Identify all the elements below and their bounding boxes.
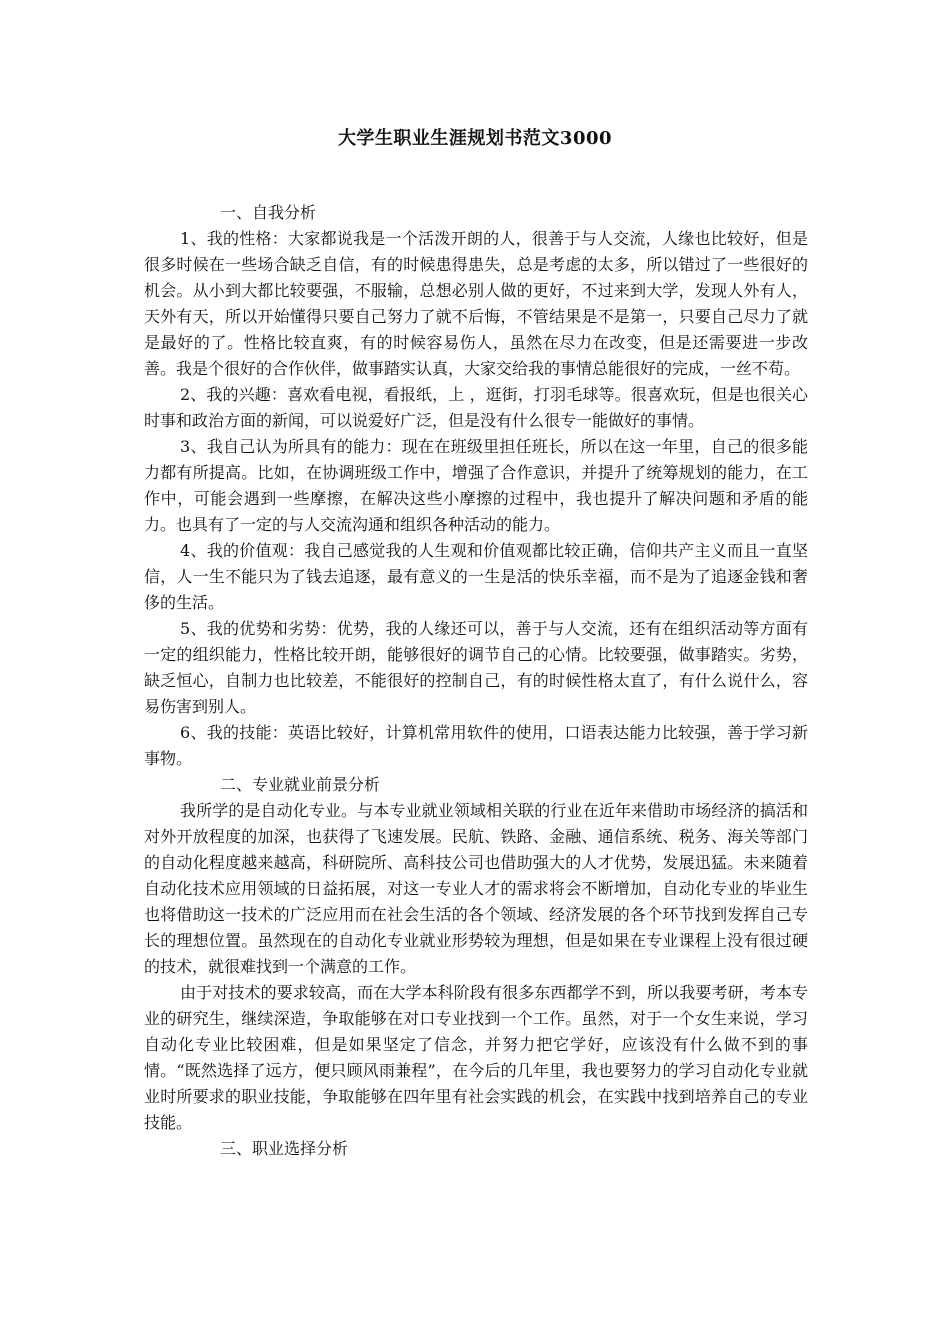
paragraph: 2、我的兴趣：喜欢看电视，看报纸，上 ，逛街，打羽毛球等。很喜欢玩，但是也很关心时事和政治方面的新闻，可以说爱好广泛，但是没有什么很专一能做好的事情。 xyxy=(144,385,808,430)
document-title: 大学生职业生涯规划书范文3000 xyxy=(337,128,613,149)
paragraph: 6、我的技能：英语比较好，计算机常用软件的使用，口语表达能力比较强，善于学习新事物。 xyxy=(144,723,808,768)
paragraph: 3、我自己认为所具有的能力：现在在班级里担任班长，所以在这一年里，自己的很多能力都有所提高。比如，在协调班级工作中，增强了合作意识，并提升了统筹规划的能力，在工作中，可能会遇到一些摩擦，在解决这些小摩擦的过程中，我也提升了解决问题和矛盾的能力。也具有了一定的与人交流沟通和组织各种活动的能力。 xyxy=(144,437,808,534)
section-heading: 一、自我分析 xyxy=(220,203,317,222)
paragraph: 4、我的价值观：我自己感觉我的人生观和价值观都比较正确，信仰共产主义而且一直坚信，人一生不能只为了钱去追逐，最有意义的一生是活的快乐幸福，而不是为了追逐金钱和奢侈的生活。 xyxy=(144,541,808,612)
section-heading: 二、专业就业前景分析 xyxy=(220,775,381,794)
paragraph: 1、我的性格：大家都说我是一个活泼开朗的人，很善于与人交流，人缘也比较好，但是很多时候在一些场合缺乏自信，有的时候患得患失，总是考虑的太多，所以错过了一些很好的机会。从小到大都比较要强，不服输，总想必别人做的更好，不过来到大学，发现人外有人，天外有天，所以开始懂得只要自己努力了就不后悔，不管结果是不是第一，只要自己尽力了就是最好的了。性格比较直爽，有的时候容易伤人，虽然在尽力在改变，但是还需要进一步改善。我是个很好的合作伙伴，做事踏实认真，大家交给我的事情总能很好的完成，一丝不苟。 xyxy=(144,229,808,378)
paragraph: 我所学的是自动化专业。与本专业就业领域相关联的行业在近年来借助市场经济的搞活和对外开放程度的加深，也获得了飞速发展。民航、铁路、金融、通信系统、税务、海关等部门的自动化程度越来越高，科研院所、高科技公司也借助强大的人才优势，发展迅猛。未来随着自动化技术应用领域的日益拓展，对这一专业人才的需求将会不断增加，自动化专业的毕业生也将借助这一技术的广泛应用而在社会生活的各个领域、经济发展的各个环节找到发挥自己专长的理想位置。虽然现在的自动化专业就业形势较为理想，但是如果在专业课程上没有很过硬的技术，就很难找到一个满意的工作。 xyxy=(144,801,808,976)
document-body xyxy=(144,200,808,1162)
section-heading: 三、职业选择分析 xyxy=(220,1139,349,1158)
paragraph: 5、我的优势和劣势：优势，我的人缘还可以，善于与人交流，还有在组织活动等方面有一定的组织能力，性格比较开朗，能够很好的调节自己的心情。比较要强，做事踏实。劣势，缺乏恒心，自制力也比较差，不能很好的控制自己，有的时候性格太直了，有什么说什么，容易伤害到别人。 xyxy=(144,619,808,716)
paragraph: 由于对技术的要求较高，而在大学本科阶段有很多东西都学不到，所以我要考研，考本专业的研究生，继续深造，争取能够在对口专业找到一个工作。虽然，对于一个女生来说，学习自动化专业比较困难，但是如果坚定了信念，并努力把它学好，应该没有什么做不到的事情。“既然选择了远方，便只顾风雨兼程”，在今后的几年里，我也要努力的学习自动化专业就业时所要求的职业技能，争取能够在四年里有社会实践的机会，在实践中找到培养自己的专业技能。 xyxy=(144,983,808,1132)
